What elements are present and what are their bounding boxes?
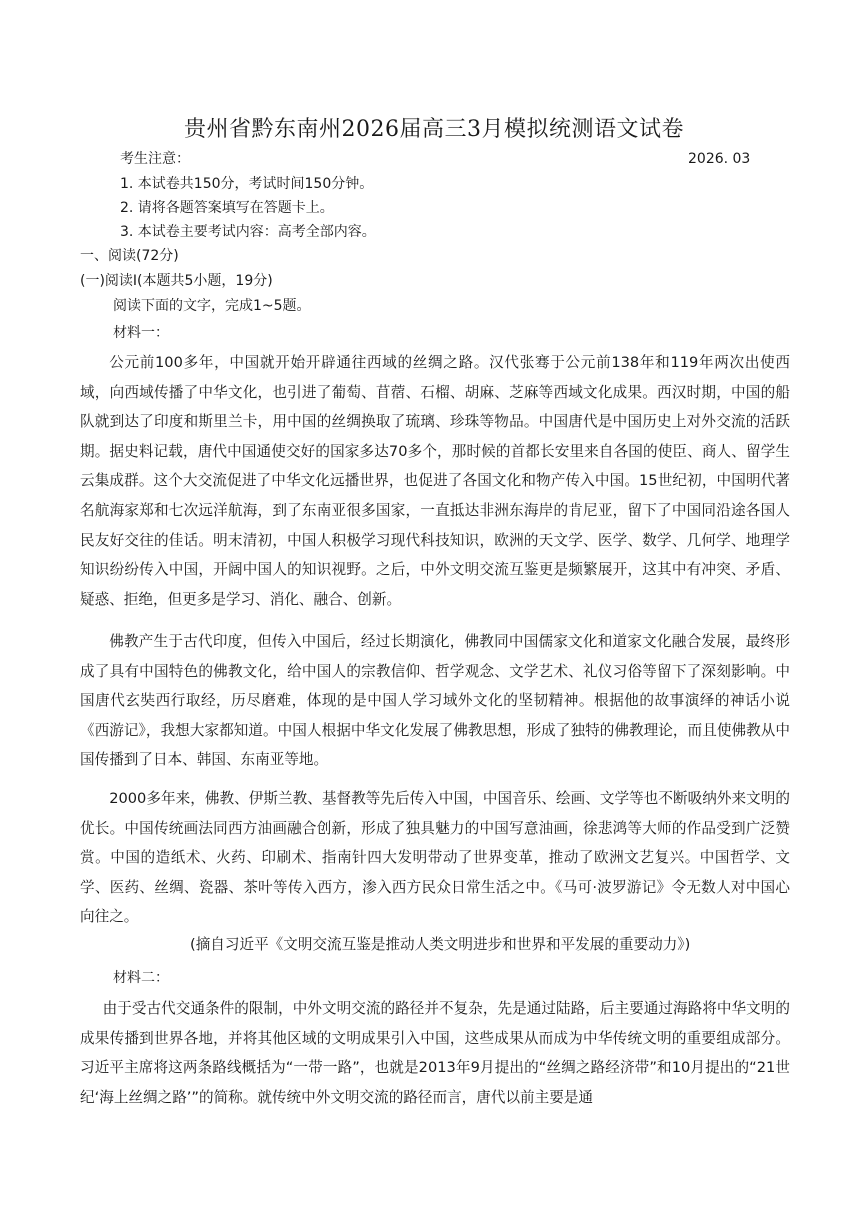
- material-1-paragraph-3: 2000多年来，佛教、伊斯兰教、基督教等先后传入中国，中国音乐、绘画、文学等也不断吸纳外来文明的优长。中国传统画法同西方油画融合创新，形成了独具魅力的中国写意油画，徐悲鸿等大师的作品受到广泛赞赏。中国的造纸术、火药、印刷术、指南针四大发明带动了世界变革，推动了欧洲文艺复兴。中国哲学、文学、医药、丝绸、瓷器、茶叶等传入西方，渗入西方民众日常生活之中。《马可·波罗游记》令无数人对中国心向往之。: [80, 790, 790, 926]
- material-2-label: 材料二：: [113, 970, 169, 986]
- reading-instruction: 阅读下面的文字，完成1~5题。: [113, 298, 311, 314]
- material-1-source-text: (摘自习近平《文明交流互鉴是推动人类文明进步和世界和平发展的重要动力》): [190, 936, 691, 953]
- material-1-paragraph-1: 公元前100多年，中国就开始开辟通往西域的丝绸之路。汉代张骞于公元前138年和119年两次出使西域，向西域传播了中华文化，也引进了葡萄、苜蓿、石榴、胡麻、芝麻等西域文化成果。西汉时期，中国的船队就到达了印度和斯里兰卡，用中国的丝绸换取了琉璃、珍珠等物品。中国唐代是中国历史上对外交流的活跃期。据史料记载，唐代中国通使交好的国家多达70多个，那时候的首都长安里来自各国的使臣、商人、留学生云集成群。这个大交流促进了中华文化远播世界，也促进了各国文化和物产传入中国。15世纪初，中国明代著名航海家郑和七次远洋航海，到了东南亚很多国家，一直抵达非洲东海岸的肯尼亚，留下了中国同沿途各国人民友好交往的佳话。明末清初，中国人积极学习现代科技知识，欧洲的天文学、医学、数学、几何学、地理学知识纷纷传入中国，开阔中国人的知识视野。之后，中外文明交流互鉴更是频繁展开，这其中有冲突、矛盾、疑惑、拒绝，但更多是学习、消化、融合、创新。: [80, 354, 790, 608]
- material-2-paragraph: 由于受古代交通条件的限制，中外文明交流的路径并不复杂，先是通过陆路，后主要通过海路将中华文明的成果传播到世界各地，并将其他区域的文明成果引入中国，这些成果从而成为中华传统文明的重要组成部分。习近平主席将这两条路线概括为“一带一路”，也就是2013年9月提出的“丝绸之路经济带”和10月提出的“21世纪‘海上丝绸之路’”的简称。就传统中外文明交流的路径而言，唐代以前主要是通: [80, 1000, 790, 1106]
- exam-date: 2026. 03: [688, 151, 751, 167]
- exam-title: 贵州省黔东南州2026届高三3月模拟统测语文试卷: [184, 117, 684, 142]
- section-heading: 一、阅读(72分): [80, 248, 179, 264]
- notice-label: 考生注意：: [120, 151, 190, 167]
- material-1-label: 材料一：: [113, 325, 169, 341]
- notice-item-3: 3. 本试卷主要考试内容：高考全部内容。: [120, 224, 376, 240]
- notice-item-1: 1. 本试卷共150分，考试时间150分钟。: [120, 176, 374, 192]
- subsection-heading: (一)阅读Ⅰ(本题共5小题，19分): [80, 273, 273, 289]
- material-1-paragraph-2: 佛教产生于古代印度，但传入中国后，经过长期演化，佛教同中国儒家文化和道家文化融合发展，最终形成了具有中国特色的佛教文化，给中国人的宗教信仰、哲学观念、文学艺术、礼仪习俗等留下了深刻影响。中国唐代玄奘西行取经，历尽磨难，体现的是中国人学习域外文化的坚韧精神。根据他的故事演绎的神话小说《西游记》，我想大家都知道。中国人根据中华文化发展了佛教思想，形成了独特的佛教理论，而且使佛教从中国传播到了日本、韩国、东南亚等地。: [80, 633, 790, 769]
- material-1-source: [0, 935, 868, 955]
- notice-item-2: 2. 请将各题答案填写在答题卡上。: [120, 200, 334, 216]
